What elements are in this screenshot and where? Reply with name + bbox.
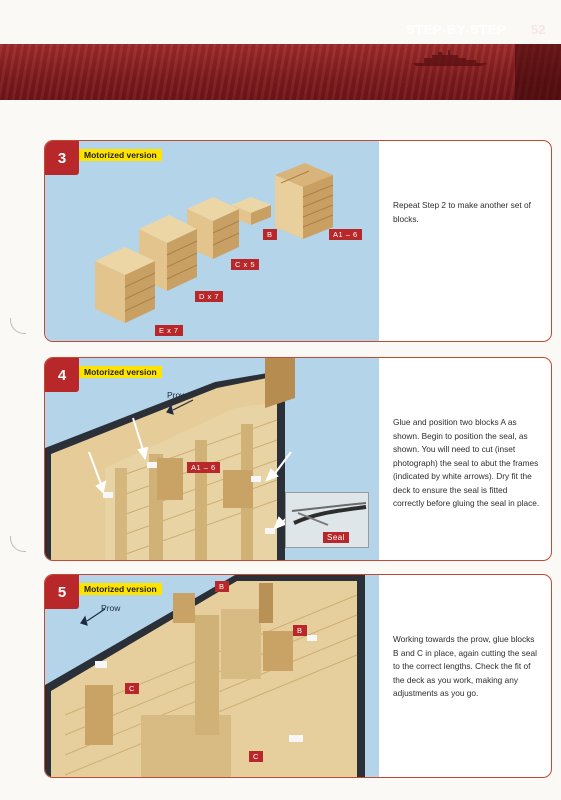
section-title: STEP-BY-STEP — [406, 22, 506, 37]
step-3-photo — [45, 141, 379, 341]
ship-silhouette-icon — [410, 48, 490, 66]
version-badge: Motorized version — [79, 149, 162, 161]
step-4-photo — [45, 358, 379, 560]
label-block-b: B — [215, 581, 229, 592]
page-number-box — [515, 44, 561, 100]
label-block-b: B — [263, 229, 277, 240]
block-e — [95, 247, 155, 323]
label-block-c: C x 5 — [231, 259, 259, 270]
step-4-card — [44, 357, 552, 561]
step-number: 4 — [45, 358, 79, 392]
punch-hole-mark — [10, 318, 26, 334]
page-number: 52 — [531, 22, 546, 37]
step-3-card — [44, 140, 552, 342]
label-prow: Prow — [167, 390, 187, 400]
step-instructions: Glue and position two blocks A as shown. Begin to position the seal, as shown. You will need to cut (inset photograph) the seal to abut the frames (indicated by white arrows). Dry fit the deck to ensure the seal is fitted correctly before gluing the seal in place. — [393, 417, 540, 508]
step-number: 3 — [45, 141, 79, 175]
page-header — [0, 44, 561, 100]
label-block-c: C — [249, 751, 263, 762]
step-5-card — [44, 574, 552, 778]
wood-blocks-illustration — [45, 141, 379, 341]
step-number: 5 — [45, 575, 79, 609]
label-block-a: A1 – 6 — [329, 229, 362, 240]
label-block-c: C — [125, 683, 139, 694]
label-block-b: B — [293, 625, 307, 636]
step-5-photo — [45, 575, 379, 777]
label-prow: Prow — [101, 603, 121, 613]
step-instructions: Repeat Step 2 to make another set of blocks. — [393, 200, 531, 224]
label-seal: Seal — [323, 532, 349, 543]
version-badge: Motorized version — [79, 366, 162, 378]
step-instructions: Working towards the prow, glue blocks B and C in place, again cutting the seal to the correct lengths. Check the fit of the deck as you work, making any adjustments as you go. — [393, 634, 537, 698]
label-block-e: E x 7 — [155, 325, 183, 336]
label-block-d: D x 7 — [195, 291, 223, 302]
punch-hole-mark — [10, 536, 26, 552]
block-a-stepped — [275, 163, 333, 239]
version-badge: Motorized version — [79, 583, 162, 595]
hull-interior-illustration — [45, 575, 379, 777]
label-blocks-a: A1 – 6 — [187, 462, 220, 473]
